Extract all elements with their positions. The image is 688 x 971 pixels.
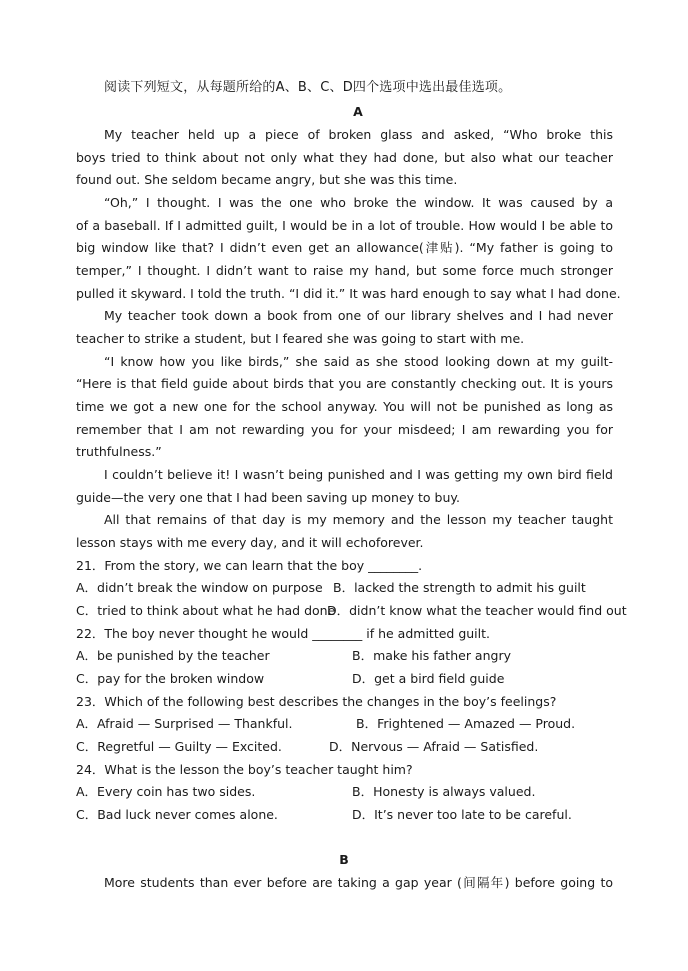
passage-a-line: found out. She seldom became angry, but she was this time.	[76, 172, 458, 187]
passage-a-line: “Here is that field guide about birds that you are constantly checking out. It is yours	[76, 376, 613, 391]
passage-a-line: big window like that? I didn’t even get an allowance(津贴). “My father is going to	[76, 240, 613, 255]
passage-b-line: More students than ever before are taking a gap year (间隔年) before going to	[104, 875, 613, 890]
passage-a-line: I couldn’t believe it! I wasn’t being punished and I was getting my own bird field	[104, 467, 613, 482]
question-22-stem: 22．The boy never thought he would ________ if he admitted guilt.	[76, 626, 491, 641]
question-23-option-c[interactable]: C．Regretful — Guilty — Excited.	[76, 739, 282, 754]
passage-a-line: of a baseball. If I admitted guilt, I would be in a lot of trouble. How would I be able to	[76, 218, 613, 233]
question-23-option-b[interactable]: B．Frightened — Amazed — Proud.	[356, 716, 576, 731]
question-22-option-b[interactable]: B．make his father angry	[352, 648, 511, 663]
passage-a-line: truthfulness.”	[76, 444, 162, 459]
question-23-stem: 23．Which of the following best describes the changes in the boy’s feelings?	[76, 694, 557, 709]
passage-a-line: temper,” I thought. I didn’t want to raise my hand, but some force much stronger	[76, 263, 613, 278]
passage-a-line: “I know how you like birds,” she said as she stood looking down at my guilt-	[104, 354, 613, 369]
question-24-option-d[interactable]: D．It’s never too late to be careful.	[352, 807, 572, 822]
question-24-stem: 24．What is the lesson the boy’s teacher taught him?	[76, 762, 413, 777]
passage-a-line: time we got a new one for the school anyway. You will not be punished as long as	[76, 399, 613, 414]
passage-a-line: guide—the very one that I had been saving up money to buy.	[76, 490, 460, 505]
question-21-option-d[interactable]: D．didn’t know what the teacher would find out	[327, 603, 627, 618]
question-23-option-a[interactable]: A．Afraid — Surprised — Thankful.	[76, 716, 293, 731]
passage-a-line: boys tried to think about not only what they had done, but also what our teacher	[76, 150, 613, 165]
passage-a-line: “Oh,” I thought. I was the one who broke the window. It was caused by a	[104, 195, 613, 210]
section-b-heading: B	[339, 852, 349, 867]
question-22-option-c[interactable]: C．pay for the broken window	[76, 671, 265, 686]
question-24-option-b[interactable]: B．Honesty is always valued.	[352, 784, 536, 799]
question-22-option-a[interactable]: A．be punished by the teacher	[76, 648, 270, 663]
section-a-heading: A	[353, 104, 363, 119]
passage-a-line: lesson stays with me every day, and it will echoforever.	[76, 535, 424, 550]
passage-a-line: All that remains of that day is my memory and the lesson my teacher taught	[104, 512, 613, 527]
passage-a-line: remember that I am not rewarding you for your misdeed; I am rewarding you for	[76, 422, 613, 437]
question-21-option-c[interactable]: C．tried to think about what he had done	[76, 603, 336, 618]
question-21-stem: 21．From the story, we can learn that the boy ________.	[76, 558, 423, 573]
question-21-option-b[interactable]: B．lacked the strength to admit his guilt	[333, 580, 586, 595]
question-21-option-a[interactable]: A．didn’t break the window on purpose	[76, 580, 323, 595]
question-24-option-c[interactable]: C．Bad luck never comes alone.	[76, 807, 278, 822]
passage-a-line: pulled it skyward. I told the truth. “I did it.” It was hard enough to say what I had done.	[76, 286, 621, 301]
passage-a-line: My teacher took down a book from one of our library shelves and I had never	[104, 308, 613, 323]
passage-a-line: My teacher held up a piece of broken glass and asked, “Who broke this	[104, 127, 613, 142]
instruction: 阅读下列短文，从每题所给的A、B、C、D四个选项中选出最佳选项。	[104, 80, 512, 95]
question-22-option-d[interactable]: D．get a bird field guide	[352, 671, 505, 686]
passage-a-line: teacher to strike a student, but I feared she was going to start with me.	[76, 331, 525, 346]
question-23-option-d[interactable]: D．Nervous — Afraid — Satisfied.	[329, 739, 539, 754]
question-24-option-a[interactable]: A．Every coin has two sides.	[76, 784, 256, 799]
